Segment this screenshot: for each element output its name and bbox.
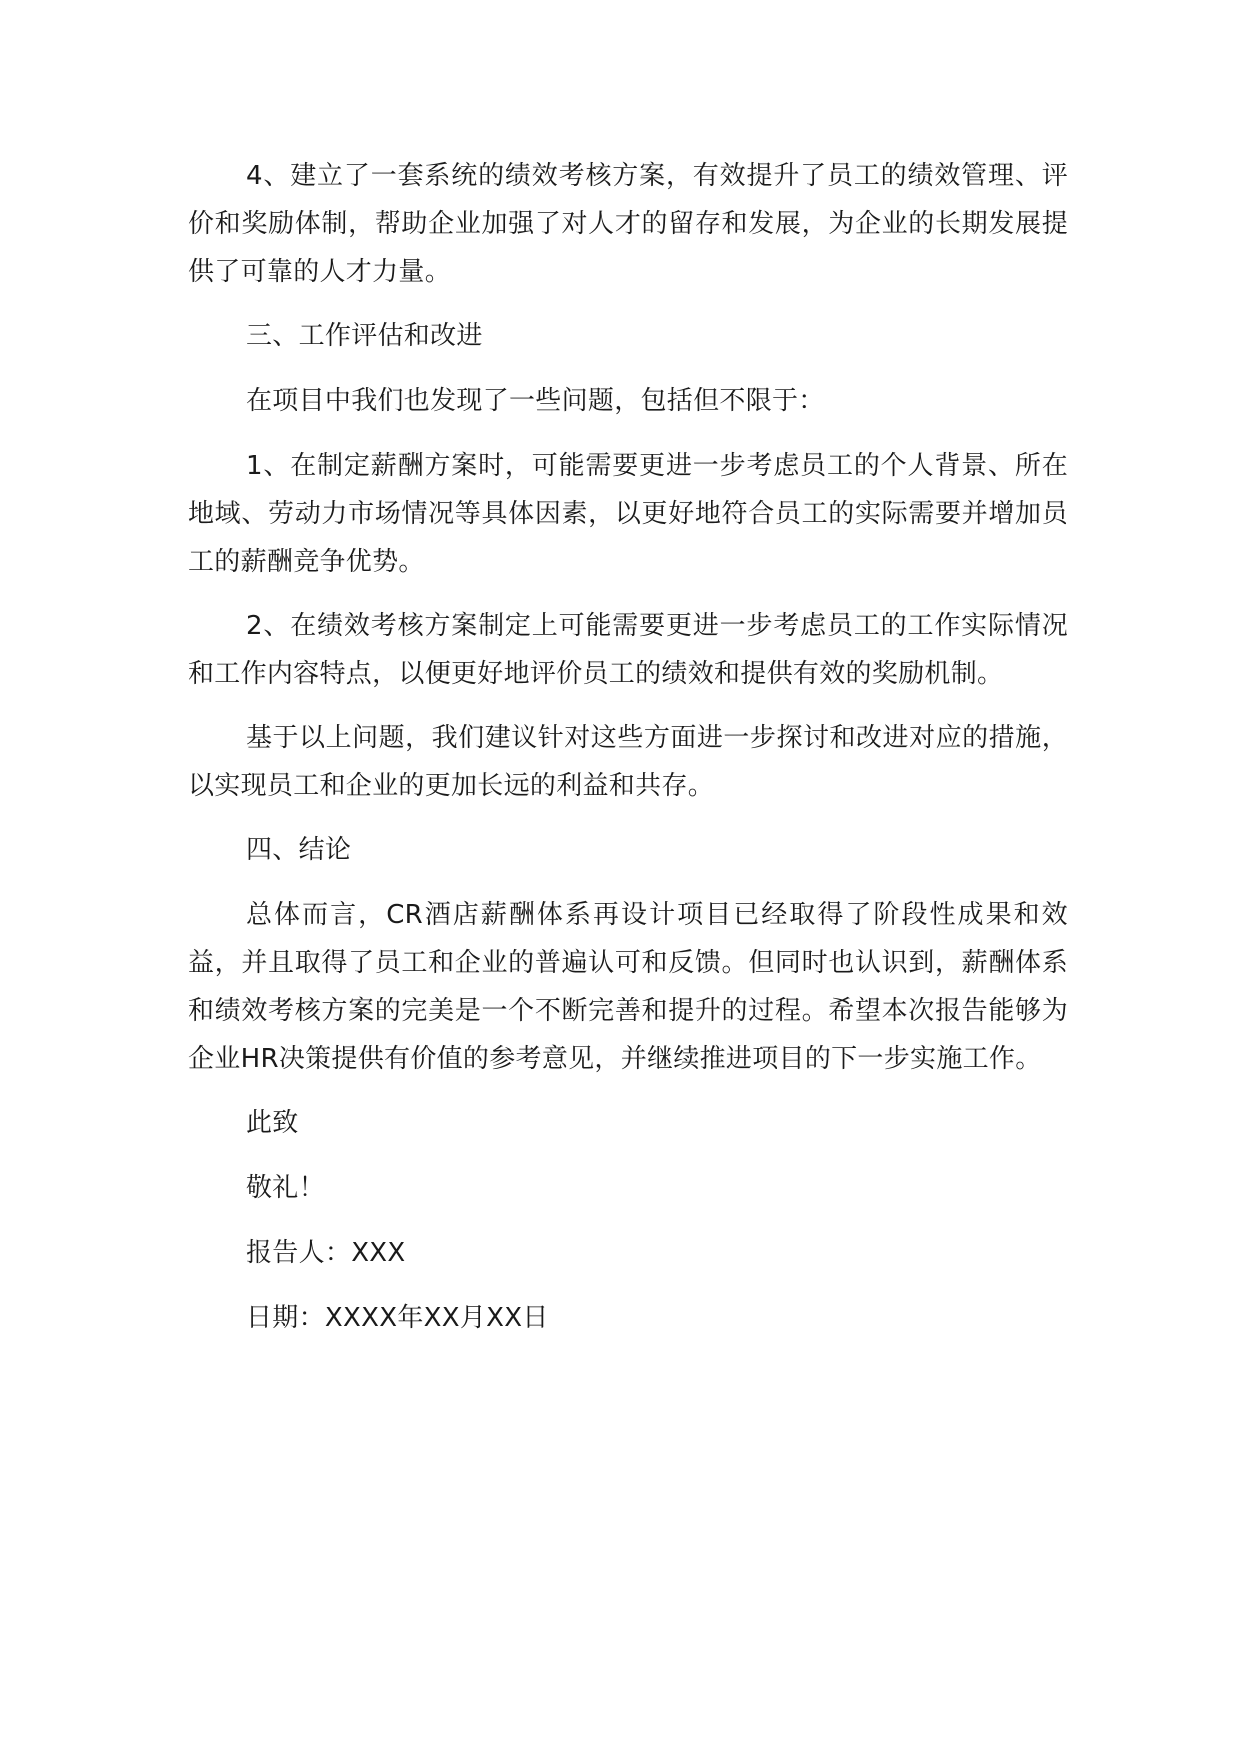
paragraph-issue-2: 2、在绩效考核方案制定上可能需要更进一步考虑员工的工作实际情况和工作内容特点，以便更好地评价员工的绩效和提供有效的奖励机制。 xyxy=(188,611,1068,689)
reporter-line: 报告人：XXX xyxy=(246,1238,406,1268)
paragraph-achievement-4: 4、建立了一套系统的绩效考核方案，有效提升了员工的绩效管理、评价和奖励体制，帮助企业加强了对人才的留存和发展，为企业的长期发展提供了可靠的人才力量。 xyxy=(188,161,1068,287)
paragraph-conclusion: 总体而言，CR酒店薪酬体系再设计项目已经取得了阶段性成果和效益，并且取得了员工和企业的普遍认可和反馈。但同时也认识到，薪酬体系和绩效考核方案的完美是一个不断完善和提升的过程。希望本次报告能够为企业HR决策提供有价值的参考意见，并继续推进项目的下一步实施工作。 xyxy=(188,900,1068,1074)
section-heading-conclusion: 四、结论 xyxy=(246,835,352,865)
document-body xyxy=(188,152,1068,1359)
closing-salutation: 此致 xyxy=(246,1108,299,1138)
closing-regards: 敬礼！ xyxy=(246,1173,325,1203)
paragraph-recommendation: 基于以上问题，我们建议针对这些方面进一步探讨和改进对应的措施，以实现员工和企业的更加长远的利益和共存。 xyxy=(188,723,1068,801)
date-line: 日期：XXXX年XX月XX日 xyxy=(246,1303,549,1333)
section-heading-evaluation: 三、工作评估和改进 xyxy=(246,321,483,351)
paragraph-issues-intro: 在项目中我们也发现了一些问题，包括但不限于： xyxy=(246,386,825,416)
paragraph-issue-1: 1、在制定薪酬方案时，可能需要更进一步考虑员工的个人背景、所在地域、劳动力市场情况等具体因素，以更好地符合员工的实际需要并增加员工的薪酬竞争优势。 xyxy=(188,451,1068,577)
